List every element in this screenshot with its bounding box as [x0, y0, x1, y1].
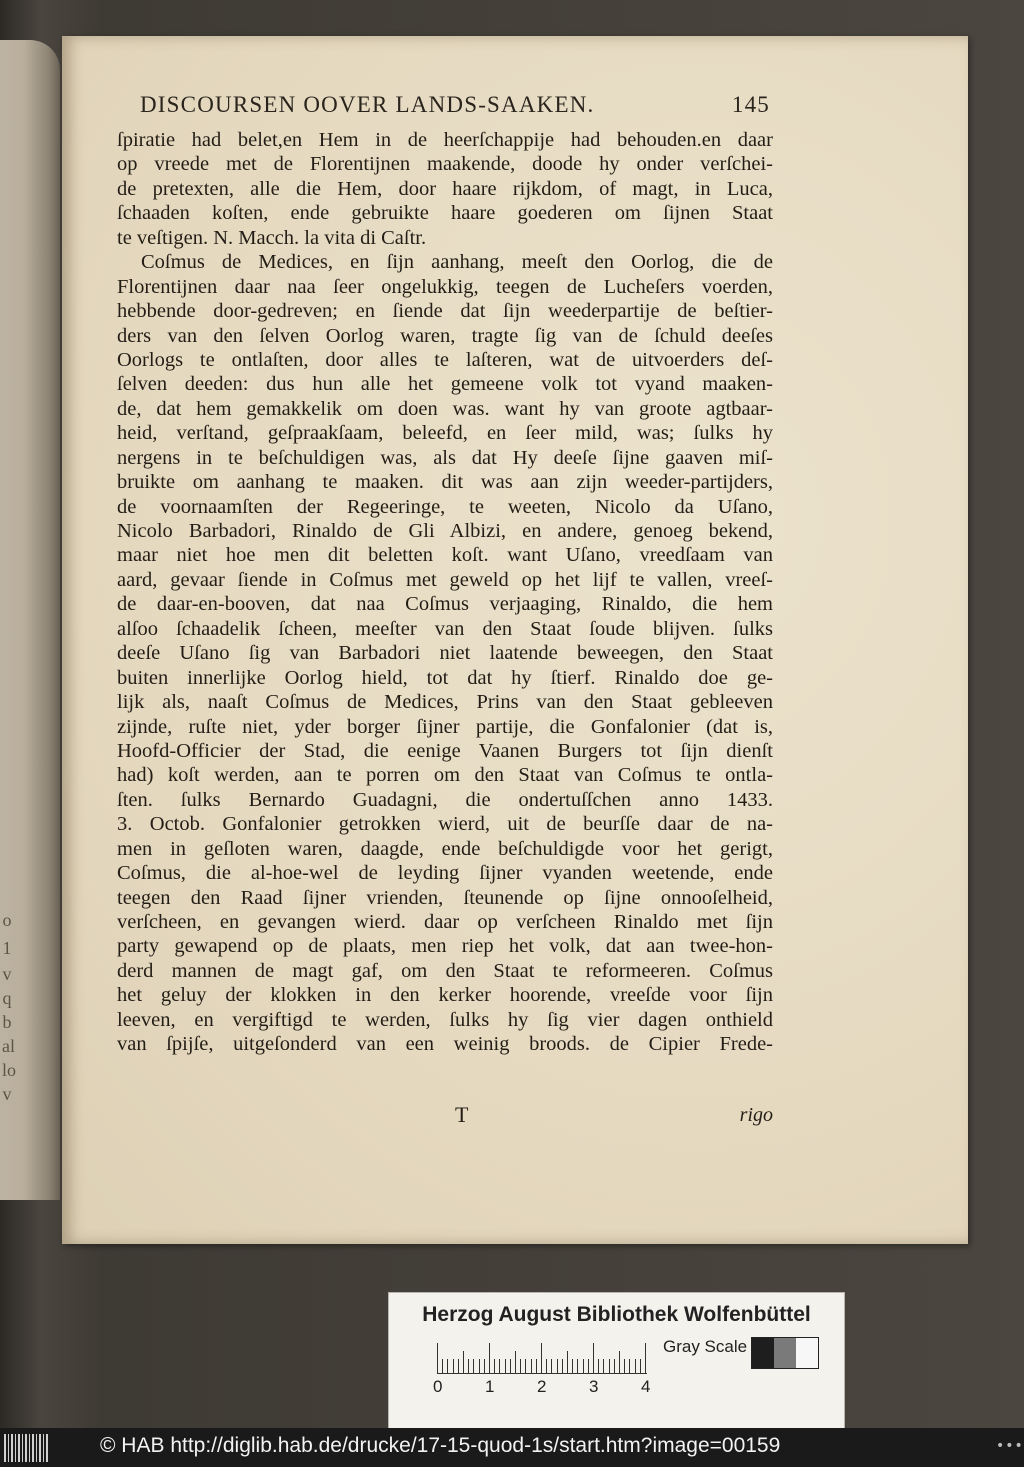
text-line: op vreede met de Florentijnen maakende, doode hy onder verſchei- — [117, 153, 773, 176]
text-line: heid, verſtand, geſpraakſaam, beleefd, en ſeer mild, was; ſulks hy — [117, 422, 773, 445]
ruler-tick — [629, 1359, 630, 1373]
ruler-tick — [583, 1359, 584, 1373]
ruler-tick — [494, 1359, 495, 1373]
margin-glyph: v — [2, 1084, 12, 1104]
text-line: buiten innerlijke Oorlog hield, tot dat hy ſtierf. Rinaldo doe ge- — [117, 666, 773, 689]
ruler-tick — [541, 1343, 542, 1373]
ruler-tick — [645, 1343, 646, 1373]
text-line: men in geſloten waren, daagde, ende beſchuldigde voor het gerigt, — [117, 837, 773, 860]
ruler-tick — [510, 1359, 511, 1373]
ruler-tick — [453, 1359, 454, 1373]
text-line: ſchaaden koſten, ende gebruikte haare goederen om ſijnen Staat — [117, 202, 773, 225]
scale-ruler — [437, 1341, 647, 1374]
ruler-tick — [614, 1359, 615, 1373]
ruler-tick — [520, 1359, 521, 1373]
text-line: 3. Octob. Gonfalonier getrokken wierd, uit de beurſſe daar de na- — [117, 813, 773, 836]
text-line: Coſmus, die al-hoe-wel de leyding ſijner vyanden weetende, ende — [117, 862, 773, 885]
text-line: ſpiratie had belet,en Hem in de heerſchappije had behouden.en daar — [117, 129, 773, 151]
text-line: Florentijnen daar naa ſeer ongelukkig, teegen de Lucheſers voerden, — [117, 275, 773, 298]
text-line: het geluy der klokken in den kerker hoorende, vreeſde voor ſijn — [117, 984, 773, 1007]
ruler-tick — [557, 1359, 558, 1373]
page-number: 145 — [731, 92, 770, 117]
ruler-label: 0 — [433, 1377, 443, 1396]
ruler-tick — [505, 1359, 506, 1373]
ruler-tick — [536, 1359, 537, 1373]
ruler-tick — [572, 1359, 573, 1373]
ruler-tick — [437, 1343, 438, 1373]
text-line: had) koſt werden, aan te porren om den Staat van Coſmus te ontla- — [117, 764, 773, 787]
text-line: Hoofd-Officier der Stad, die eenige Vaanen Burgers tot ſijn dienſt — [117, 739, 773, 762]
text-line: leeven, en vergiftigd te werden, ſulks hy ſig vier dagen onthield — [117, 1008, 773, 1031]
ruler-tick — [531, 1359, 532, 1373]
ruler-label: 2 — [537, 1377, 547, 1396]
text-line: de, dat hem gemakkelik om doen was. want hy van groote agtbaar- — [117, 397, 773, 420]
ruler-tick — [458, 1359, 459, 1373]
text-line: ſten. ſulks Bernardo Guadagni, die ondertuſſchen anno 1433. — [117, 788, 773, 811]
ruler-tick — [551, 1359, 552, 1373]
running-title: DISCOURSEN OOVER LANDS-SAAKEN. — [140, 92, 595, 117]
ruler-tick — [619, 1351, 620, 1373]
text-line: bruikte om aanhang te maaken. dit was aan zijn weeder-partijders, — [117, 471, 773, 494]
grayscale-swatch-mid — [774, 1338, 796, 1368]
text-line: ſelven deeden: dus hun alle het gemeene volk tot vyand maaken- — [117, 373, 773, 396]
grayscale-swatch-light — [796, 1338, 818, 1368]
text-line: nergens in te beſchuldigen was, als dat Hy deeſe ſijne gaaven miſ- — [117, 446, 773, 469]
text-line: derd mannen de magt gaf, om den Staat te reformeeren. Coſmus — [117, 959, 773, 982]
ruler-tick — [577, 1359, 578, 1373]
more-options-icon[interactable]: ••• — [996, 1438, 1024, 1454]
text-line: teegen den Raad ſijner vrienden, ſteunende op ſijne onnooſelheid, — [117, 886, 773, 909]
margin-glyph: lo — [2, 1060, 17, 1080]
running-header — [140, 92, 770, 126]
ruler-tick — [473, 1359, 474, 1373]
page-foot — [117, 1102, 773, 1132]
ruler-tick — [499, 1359, 500, 1373]
ruler-tick — [635, 1359, 636, 1373]
ruler-tick — [489, 1343, 490, 1373]
text-line: maar niet hoe men dit beletten koſt. want Uſano, vreedſaam van — [117, 544, 773, 567]
ruler-tick — [484, 1359, 485, 1373]
text-line: Coſmus de Medices, en ſijn aanhang, meeſt den Oorlog, die de — [141, 251, 773, 274]
ruler-tick — [463, 1351, 464, 1373]
barcode-icon — [4, 1434, 48, 1462]
ruler-tick — [598, 1359, 599, 1373]
ruler-tick — [546, 1359, 547, 1373]
ruler-label: 3 — [589, 1377, 599, 1396]
margin-glyph: al — [2, 1036, 15, 1056]
page-body-text — [117, 128, 773, 1057]
ruler-label: 4 — [641, 1377, 651, 1396]
text-line: party gewapend op de plaats, men riep het volk, dat aan twee-hon- — [117, 935, 773, 958]
ruler-label: 1 — [485, 1377, 495, 1396]
text-line: de daar-en-booven, dat naa Coſmus verjaaging, Rinaldo, die hem — [117, 593, 773, 616]
ruler-tick — [442, 1359, 443, 1373]
ruler-tick — [479, 1359, 480, 1373]
text-line: hebbende door-gedreven; en ſiende dat ſijn weederpartije de beſtier- — [117, 300, 773, 323]
ruler-tick — [562, 1359, 563, 1373]
signature-mark: T — [455, 1102, 469, 1127]
text-line: Nicolo Barbadori, Rinaldo de Gli Albizi, en andere, genoeg bekend, — [117, 520, 773, 542]
ruler-tick — [567, 1351, 568, 1373]
text-line: de voornaamſten der Regeeringe, te weeten, Nicolo da Uſano, — [117, 495, 773, 518]
catchword: rigo — [739, 1104, 773, 1126]
text-line: de pretexten, alle die Hem, door haare rijkdom, of magt, in Luca, — [117, 177, 773, 200]
text-line: verſcheen, en gevangen wierd. daar op verſcheen Rinaldo met ſijn — [117, 911, 773, 933]
text-line: te veſtigen. N. Macch. la vita di Caſtr. — [117, 226, 427, 249]
ruler-tick — [640, 1359, 641, 1373]
library-color-card — [388, 1292, 845, 1430]
text-line: Oorlogs te ontlaſten, door alles te laſteren, wat de uitvoerders deſ- — [117, 348, 773, 371]
text-line: van ſpijſe, uitgeſonderd van een weinig broods. de Cipier Frede- — [117, 1033, 773, 1056]
previous-page-edge — [0, 40, 60, 1200]
text-line: aard, gevaar ſiende in Coſmus met geweld op het lijf te vallen, vreeſ- — [117, 568, 773, 591]
ruler-tick — [624, 1359, 625, 1373]
margin-glyph: o — [2, 910, 12, 930]
ruler-tick — [588, 1359, 589, 1373]
footer-bar — [0, 1428, 1024, 1467]
grayscale-swatches — [751, 1337, 819, 1369]
grayscale-label: Gray Scale — [663, 1337, 748, 1356]
ruler-tick — [609, 1359, 610, 1373]
margin-glyph: 1 — [2, 938, 12, 958]
ruler-tick — [447, 1359, 448, 1373]
margin-glyph: v — [2, 964, 12, 984]
grayscale-swatch-dark — [752, 1338, 774, 1368]
margin-glyph: q — [2, 988, 12, 1008]
library-name: Herzog August Bibliothek Wolfenbüttel — [422, 1303, 811, 1326]
ruler-tick — [515, 1351, 516, 1373]
text-line: zijnde, ruſte niet, yder borger ſijner partije, die Gonfalonier (dat is, — [117, 715, 773, 738]
copyright-link[interactable]: © HAB http://diglib.hab.de/drucke/17-15-quod-1s/start.htm?image=00159 — [100, 1434, 781, 1457]
margin-glyph: b — [2, 1012, 12, 1032]
ruler-tick — [468, 1359, 469, 1373]
text-line: ders van den ſelven Oorlog waren, tragte ſig van de ſchuld deeſes — [117, 324, 773, 347]
ruler-tick — [593, 1343, 594, 1373]
text-line: deeſe Uſano ſig van Barbadori niet laatende beweegen, den Staat — [117, 642, 773, 665]
ruler-tick — [603, 1359, 604, 1373]
text-line: alſoo ſchaadelik ſcheen, meeſter van den Staat ſoude blijven. ſulks — [117, 617, 773, 640]
ruler-tick — [525, 1359, 526, 1373]
text-line: lijk als, naaſt Coſmus de Medices, Prins van den Staat gebleeven — [117, 691, 773, 714]
